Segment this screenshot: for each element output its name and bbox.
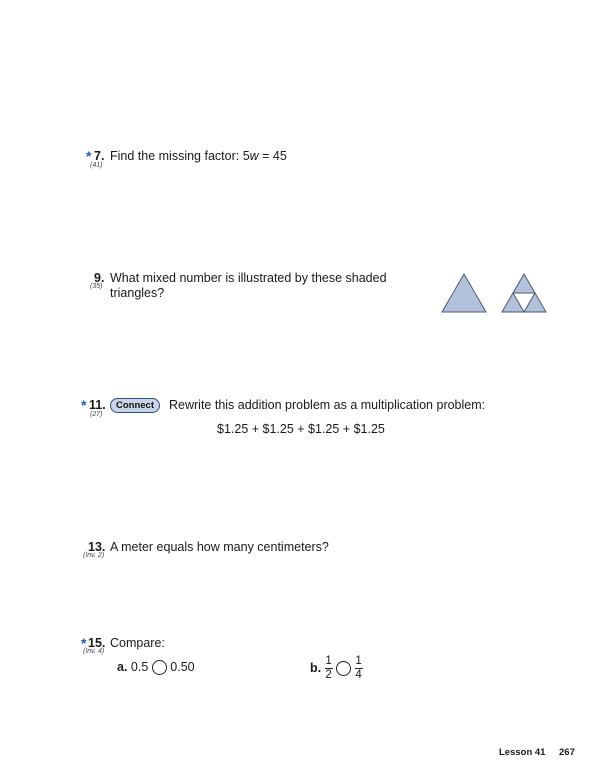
comparison-circle[interactable] (152, 660, 167, 675)
problem-text-line-2: triangles? (110, 286, 165, 300)
part-label: a. (117, 660, 128, 674)
connect-badge: Connect (110, 398, 160, 413)
lesson-reference: (27) (90, 411, 103, 418)
star-marker: * (81, 397, 87, 413)
part-label: b. (310, 661, 322, 675)
fraction-denominator: 4 (355, 669, 362, 681)
fraction-left (325, 656, 333, 681)
page-number: 267 (559, 747, 575, 758)
comparison-circle[interactable] (336, 661, 351, 676)
problem-number: 11. (89, 398, 106, 412)
lesson-reference: (Inv. 2) (83, 552, 105, 559)
whole-triangle (442, 274, 486, 312)
problem-number: 15. (88, 636, 106, 650)
shaded-triangles-figure (438, 270, 552, 316)
variable: w (249, 149, 259, 163)
addition-expression: $1.25 + $1.25 + $1.25 + $1.25 (217, 422, 385, 436)
comparison-b (310, 656, 363, 681)
fraction-numerator: 1 (355, 655, 362, 667)
problem-text: Rewrite this addition problem as a multiplication problem: (169, 398, 486, 412)
star-marker: * (81, 635, 87, 651)
problem-text: A meter equals how many centimeters? (110, 540, 329, 554)
comparison-left-value: 0.5 (130, 660, 149, 674)
comparison-a (117, 660, 195, 675)
problem-text: Compare: (110, 636, 165, 650)
fraction-right (355, 656, 363, 681)
problem-text-prefix: Find the missing factor: 5 (110, 149, 250, 163)
problem-number: 13. (88, 540, 106, 554)
fraction-numerator: 1 (325, 655, 332, 667)
problem-text-line-1: What mixed number is illustrated by these shaded (110, 271, 387, 285)
problem-text-suffix: = 45 (258, 149, 287, 163)
lesson-label: Lesson 41 (499, 747, 546, 758)
lesson-reference: (Inv. 4) (83, 648, 105, 655)
star-marker: * (86, 148, 92, 164)
comparison-right-value: 0.50 (170, 660, 195, 674)
problem-text (110, 149, 287, 164)
lesson-reference: (35) (90, 283, 103, 290)
fraction-denominator: 2 (325, 669, 332, 681)
lesson-reference: (41) (90, 162, 103, 169)
problem-number: 9. (94, 271, 105, 285)
problem-number: 7. (94, 149, 105, 163)
